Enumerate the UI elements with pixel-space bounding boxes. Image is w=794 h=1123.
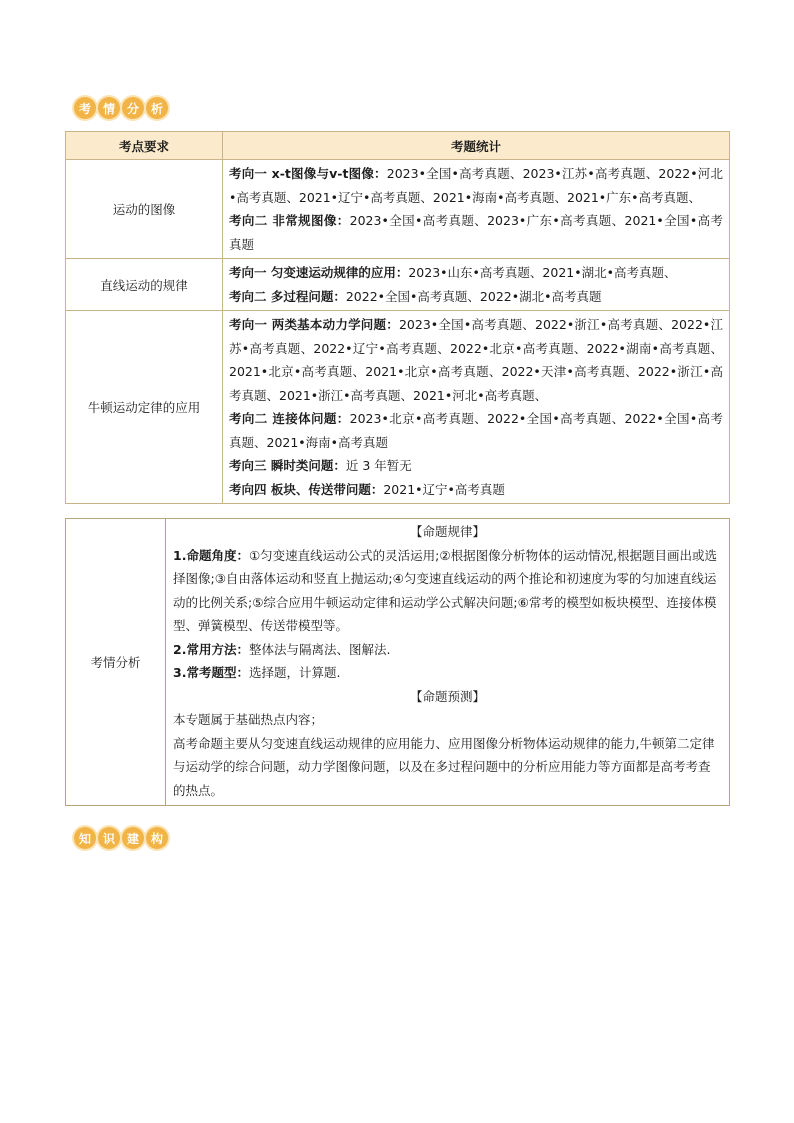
header-statistics: 考题统计 bbox=[223, 132, 730, 160]
direction-label: 考向三 瞬时类问题： bbox=[229, 458, 346, 473]
direction-text: 2023•全国•高考真题、2023•广东•高考真题、2021•全国•高考真题 bbox=[229, 213, 723, 252]
direction-text: 2021•辽宁•高考真题 bbox=[383, 481, 505, 497]
badge-char: 构 bbox=[146, 827, 168, 849]
table-header-row bbox=[66, 132, 730, 160]
point-label: 2.常用方法： bbox=[173, 641, 249, 657]
direction-label: 考向二 连接体问题： bbox=[229, 411, 350, 426]
table-row bbox=[66, 259, 730, 311]
requirement-cell: 牛顿运动定律的应用 bbox=[66, 311, 223, 504]
direction-label: 考向一 x-t图像与v-t图像： bbox=[229, 166, 387, 181]
section-badge-exam-analysis bbox=[74, 97, 168, 119]
exam-statistics-table bbox=[65, 131, 730, 504]
statistics-cell bbox=[223, 259, 730, 311]
badge-char: 识 bbox=[98, 827, 120, 849]
badge-char: 分 bbox=[122, 97, 144, 119]
forecast-heading: 【命题预测】 bbox=[409, 688, 485, 704]
header-requirement: 考点要求 bbox=[66, 132, 223, 160]
requirement-cell: 直线运动的规律 bbox=[66, 259, 223, 311]
direction-text: 2022•全国•高考真题、2022•湖北•高考真题 bbox=[345, 288, 602, 304]
badge-char: 考 bbox=[74, 97, 96, 119]
direction-label: 考向一 两类基本动力学问题： bbox=[229, 317, 399, 332]
rule-heading: 【命题规律】 bbox=[409, 524, 485, 539]
section-badge-knowledge-construction bbox=[74, 827, 168, 849]
forecast-line: 高考命题主要从匀变速直线运动规律的应用能力、应用图像分析物体运动规律的能力,牛顿第二定律与运动学的综合问题，动力学图像问题，以及在多过程问题中的分析应用能力等方面都是高考考查的热点。 bbox=[173, 735, 715, 798]
point-label: 3.常考题型： bbox=[173, 665, 249, 680]
direction-label: 考向四 板块、传送带问题： bbox=[229, 481, 384, 497]
table-row bbox=[66, 160, 730, 259]
direction-text: 2023•全国•高考真题、2022•浙江•高考真题、2022•江苏•高考真题、2022•辽宁•高考真题、2022•北京•高考真题、2022•湖南•高考真题、2021•北京•高考真题、2021•北京•高考真题、2022•天津•高考真题、2022•浙江•高考真题、2021•浙江•高考真题、2021•河北•高考真题、 bbox=[229, 317, 723, 403]
requirement-cell: 运动的图像 bbox=[66, 160, 223, 259]
point-text: 选择题，计算题. bbox=[248, 665, 341, 680]
point-label: 1.命题角度： bbox=[173, 547, 249, 563]
point-3 bbox=[173, 661, 722, 685]
badge-char: 建 bbox=[122, 827, 144, 849]
direction-text: 2023•北京•高考真题、2022•全国•高考真题、2022•全国•高考真题、2021•海南•高考真题 bbox=[229, 411, 723, 450]
point-2 bbox=[173, 638, 722, 662]
table-row bbox=[66, 519, 730, 806]
statistics-cell bbox=[223, 311, 730, 504]
direction-text: 2023•山东•高考真题、2021•湖北•高考真题、 bbox=[408, 265, 677, 280]
point-text: 整体法与隔离法、图解法. bbox=[248, 641, 391, 657]
badge-char: 知 bbox=[74, 827, 96, 849]
point-1 bbox=[173, 544, 722, 638]
statistics-cell bbox=[223, 160, 730, 259]
point-text: ①匀变速直线运动公式的灵活运用;②根据图像分析物体的运动情况,根据题目画出或选择图像;③自由落体运动和竖直上抛运动;④匀变速直线运动的两个推论和初速度为零的匀加速直线运动的比例关系;⑤综合应用牛顿运动定律和运动学公式解决问题;⑥常考的模型如板块模型、连接体模型、弹簧模型、传送带模型等。 bbox=[173, 547, 718, 633]
direction-label: 考向二 非常规图像： bbox=[229, 213, 350, 228]
forecast-line: 本专题属于基础热点内容； bbox=[173, 712, 324, 727]
badge-char: 情 bbox=[98, 97, 120, 119]
direction-text: 2023•全国•高考真题、2023•江苏•高考真题、2022•河北•高考真题、2021•辽宁•高考真题、2021•海南•高考真题、2021•广东•高考真题、 bbox=[229, 166, 724, 205]
direction-label: 考向一 匀变速运动规律的应用： bbox=[229, 265, 409, 280]
direction-text: 近 3 年暂无 bbox=[345, 458, 412, 473]
table-row bbox=[66, 311, 730, 504]
analysis-content-cell bbox=[166, 519, 730, 806]
analysis-label-cell: 考情分析 bbox=[66, 519, 166, 806]
badge-char: 析 bbox=[146, 97, 168, 119]
direction-label: 考向二 多过程问题： bbox=[229, 288, 346, 304]
exam-analysis-table bbox=[65, 518, 730, 806]
